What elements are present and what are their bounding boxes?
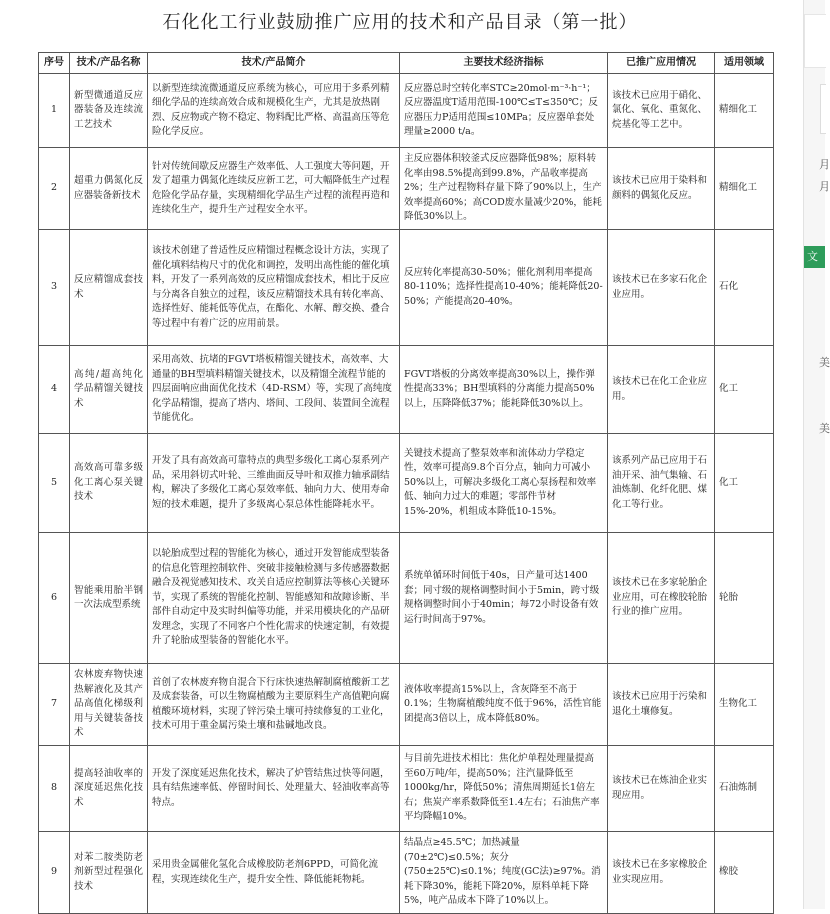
row-name: 农林废弃物快速热解液化及其产品高值化梯级利用与关键装备技术 [70,664,148,746]
col-header-intro: 技术/产品简介 [148,53,400,74]
side-text-fragment: 美 [819,356,830,369]
row-domain: 橡胶 [715,832,774,914]
row-domain: 石油炼制 [715,746,774,832]
row-no: 4 [39,346,70,434]
row-status: 该技术已在化工企业应用。 [608,346,715,434]
row-name: 高纯/超高纯化学品精馏关键技术 [70,346,148,434]
row-indicators: 结晶点≥45.5℃；加热减量(70±2℃)≤0.5%；灰分(750±25℃)≤0.1%；纯度(GC法)≥97%。消耗下降30%，能耗下降20%，原料单耗下降5%，吨产品成本下降了10%以上。 [400,832,608,914]
table-row [39,230,774,346]
row-name: 对苯二胺类防老剂新型过程强化技术 [70,832,148,914]
side-input-box[interactable] [820,84,826,134]
row-no: 8 [39,746,70,832]
row-indicators: 主反应器体积较釜式反应器降低98%；原料转化率由98.5%提高到99.8%，产品收率提高2%；生产过程物料存量下降了90%以上，生产效率提高60%；高COD废水量减少20%，能耗降低30%以上。 [400,148,608,230]
table-row [39,434,774,533]
side-tag-badge[interactable]: 文 [804,246,825,268]
row-indicators: 关键技术提高了整泵效率和流体动力学稳定性，效率可提高9.8个百分点，轴向力可减小50%以上，可解决多级化工离心泵扬程和效率低、轴向力过大的难题；零部件节材15%-20%，机组成本降低10-15%。 [400,434,608,533]
col-header-indicators: 主要技术经济指标 [400,53,608,74]
table-row [39,832,774,914]
table-row [39,533,774,664]
row-status: 该技术已在多家橡胶企业实现应用。 [608,832,715,914]
row-indicators: 反应转化率提高30-50%；催化剂利用率提高80-110%；选择性提高10-40%；能耗降低20-50%；产能提高20-40%。 [400,230,608,346]
table-row [39,346,774,434]
row-intro: 针对传统间歇反应器生产效率低、人工强度大等问题，开发了超重力偶氮化连续反应新工艺，可大幅降低生产过程危险化学品存量，实现精细化学品生产过程的流程再造和连续化生产，提升生产过程安全水平。 [148,148,400,230]
row-status: 该技术已应用于污染和退化土壤修复。 [608,664,715,746]
row-no: 3 [39,230,70,346]
row-no: 1 [39,74,70,148]
row-status: 该技术已在炼油企业实现应用。 [608,746,715,832]
row-name: 高效高可靠多级化工离心泵关键技术 [70,434,148,533]
row-no: 6 [39,533,70,664]
row-intro: 该技术创建了普适性反应精馏过程概念设计方法，实现了催化填料结构尺寸的优化和调控，发明出高性能的催化填料，开发了一系列高效的反应精馏成套技术，相比于反应与分离各自独立的过程，该反应精馏技术具有转化率高、选择性好、能耗低等优点，在酯化、水解、醇交换、叠合等过程中有着广泛的应用前景。 [148,230,400,346]
row-name: 超重力偶氮化反应器装备新技术 [70,148,148,230]
row-domain: 精细化工 [715,148,774,230]
col-header-domain: 适用领域 [715,53,774,74]
table-header-row [39,53,774,74]
catalog-table [38,52,774,914]
row-domain: 化工 [715,434,774,533]
side-text-fragment: 美 [819,422,830,435]
row-domain: 石化 [715,230,774,346]
row-no: 2 [39,148,70,230]
row-domain: 生物化工 [715,664,774,746]
side-text-fragment: 月 [819,158,830,171]
row-status: 该技术已应用于硝化、氯化、氧化、重氮化、烷基化等工艺中。 [608,74,715,148]
side-text-fragment: 月 [819,180,830,193]
row-intro: 采用高效、抗堵的FGVT塔板精馏关键技术，高效率、大通量的BH型填料精馏关键技术，以及精馏全流程节能的四层面响应曲面优化技术（4D-RSM）等，实现了高纯度化学品精馏，提高了塔内、塔间、工段间、装置间全流程节能优化。 [148,346,400,434]
row-intro: 开发了深度延迟焦化技术，解决了炉管结焦过快等问题，具有结焦速率低、停留时间长、处理量大、轻油收率高等特点。 [148,746,400,832]
row-indicators: FGVT塔板的分离效率提高30%以上，操作弹性提高33%；BH型填料的分离能力提高50%以上，压降降低37%；能耗降低30%以上。 [400,346,608,434]
right-side-panel [803,0,830,909]
row-indicators: 液体收率提高15%以上，含灰降至不高于0.1%；生物腐植酸纯度不低于96%，活性官能团提高3倍以上，成本降低80%。 [400,664,608,746]
col-header-no: 序号 [39,53,70,74]
row-domain: 精细化工 [715,74,774,148]
row-name: 反应精馏成套技术 [70,230,148,346]
col-header-name: 技术/产品名称 [70,53,148,74]
row-status: 该系列产品已应用于石油开采、油气集输、石油炼制、化纤化肥、煤化工等行业。 [608,434,715,533]
row-name: 智能乘用胎半钢一次法成型系统 [70,533,148,664]
row-no: 7 [39,664,70,746]
row-indicators: 反应器总时空转化率STC≥20mol·m⁻³·h⁻¹；反应器温度T适用范围-100℃≤T≤350℃；反应器压力P适用范围≤10MPa；反应器单套处理量≥2000 t/a。 [400,74,608,148]
row-domain: 化工 [715,346,774,434]
side-card [804,14,826,68]
row-intro: 以轮胎成型过程的智能化为核心，通过开发智能成型装备的信息化管理控制软件、突破非接触检测与多传感器数据融合及视觉感知技术、攻关自适应控制算法等核心关键环节，实现了系统的智能化控制、智能感知和故障诊断、半部件自动定中及实时纠偏等功能，并采用模块化的产品研发理念，实现了不同客户个性化需求的快速定制，有效提升了轮胎成型装备的智能化水平。 [148,533,400,664]
row-name: 新型微通道反应器装备及连续流工艺技术 [70,74,148,148]
row-name: 提高轻油收率的深度延迟焦化技术 [70,746,148,832]
table-row [39,664,774,746]
table-row [39,74,774,148]
row-intro: 以新型连续流微通道反应系统为核心，可应用于多系列精细化学品的连续高效合成和规模化生产，尤其是放热剧烈、反应物或产物不稳定、物料配比严格、高温高压等危险化学反应。 [148,74,400,148]
row-intro: 采用贵金属催化氢化合成橡胶防老剂6PPD，可简化流程，实现连续化生产，提升安全性、降低能耗物耗。 [148,832,400,914]
row-intro: 开发了具有高效高可靠特点的典型多级化工离心泵系列产品，采用斜切式叶轮、三维曲面反导叶和双推力轴承副结构，解决了多级化工离心泵效率低、轴向力大、使用寿命短的技术难题，提升了多级离心泵总体性能降耗水平。 [148,434,400,533]
table-row [39,746,774,832]
row-status: 该技术已应用于染料和颜料的偶氮化反应。 [608,148,715,230]
row-domain: 轮胎 [715,533,774,664]
page-title: 石化化工行业鼓励推广应用的技术和产品目录（第一批） [162,12,638,33]
row-status: 该技术已在多家轮胎企业应用，可在橡胶轮胎行业的推广应用。 [608,533,715,664]
row-indicators: 与目前先进技术相比：焦化炉单程处理量提高至60万吨/年，提高50%；注汽量降低至1000kg/hr，降低50%；清焦周期延长1倍左右；焦炭产率系数降低至1.4左右；石油焦产率平均降幅10%。 [400,746,608,832]
row-intro: 首创了农林废弃物自混合下行床快速热解制腐植酸新工艺及成套装备，可以生物腐植酸为主要原料生产高值靶向腐植酸环境材料，实现了锌污染土壤可持续修复的工业化，技术可用于重金属污染土壤和盐碱地改良。 [148,664,400,746]
table-row [39,148,774,230]
row-no: 5 [39,434,70,533]
col-header-status: 已推广应用情况 [608,53,715,74]
row-status: 该技术已在多家石化企业应用。 [608,230,715,346]
row-no: 9 [39,832,70,914]
row-indicators: 系统单循环时间低于40s，日产量可达1400套；同寸级的规格调整时间小于5min，跨寸级规格调整时间小于40min；每72小时设备有效运行时间高于97%。 [400,533,608,664]
